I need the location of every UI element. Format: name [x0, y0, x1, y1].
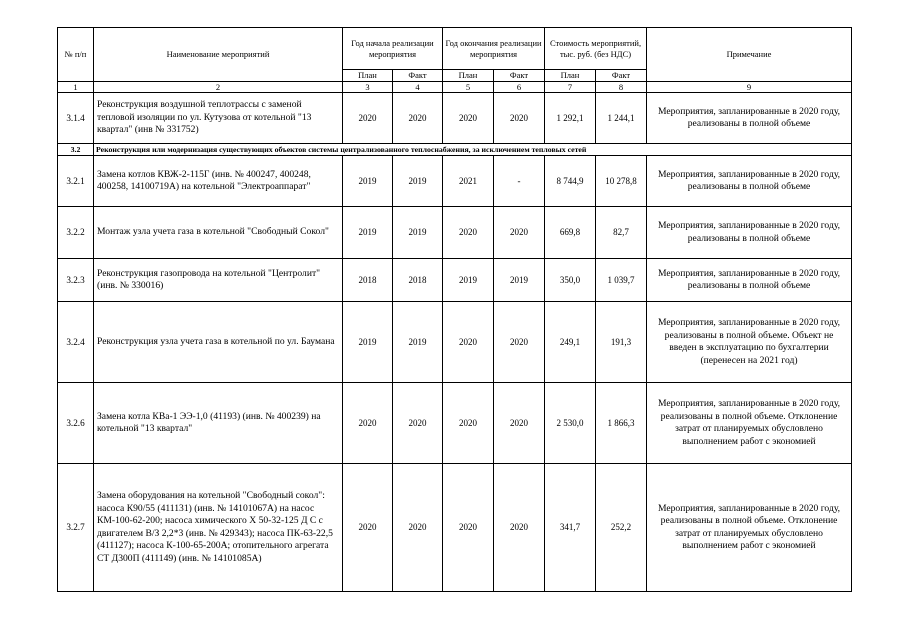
- start-plan: 2020: [343, 464, 393, 592]
- cost-fact: 1 244,1: [596, 93, 647, 144]
- row-number: 3.2.4: [58, 302, 94, 383]
- row-number: 3.2.3: [58, 259, 94, 302]
- column-number: 1: [58, 82, 94, 93]
- cost-plan: 2 530,0: [545, 383, 596, 464]
- table-row: [58, 259, 852, 302]
- start-plan: 2019: [343, 207, 393, 259]
- note: Мероприятия, запланированные в 2020 году, реализованы в полной объеме. Отклонение затрат от планируемых обусловлено выполнением работ с экономией: [647, 383, 852, 464]
- header-end-plan: План: [443, 70, 494, 82]
- column-number: 3: [343, 82, 393, 93]
- cost-plan: 350,0: [545, 259, 596, 302]
- end-plan: 2020: [443, 464, 494, 592]
- end-fact: -: [494, 156, 545, 207]
- header-start-fact: Факт: [393, 70, 443, 82]
- end-fact: 2020: [494, 93, 545, 144]
- header-start-plan: План: [343, 70, 393, 82]
- row-number: 3.2.2: [58, 207, 94, 259]
- cost-fact: 252,2: [596, 464, 647, 592]
- column-number: 2: [94, 82, 343, 93]
- measure-name: Замена котла КВа-1 ЭЭ-1,0 (41193) (инв. № 400239) на котельной "13 квартал": [94, 383, 343, 464]
- start-plan: 2019: [343, 302, 393, 383]
- cost-plan: 1 292,1: [545, 93, 596, 144]
- table-header: [58, 28, 852, 93]
- end-fact: 2020: [494, 464, 545, 592]
- start-fact: 2020: [393, 383, 443, 464]
- end-plan: 2020: [443, 207, 494, 259]
- cost-fact: 10 278,8: [596, 156, 647, 207]
- header-note: Примечание: [647, 28, 852, 82]
- table-row: [58, 207, 852, 259]
- header-start-year: Год начала реализации мероприятия: [343, 28, 443, 70]
- note: Мероприятия, запланированные в 2020 году, реализованы в полной объеме: [647, 259, 852, 302]
- header-num: № п/п: [58, 28, 94, 82]
- end-fact: 2020: [494, 383, 545, 464]
- start-plan: 2018: [343, 259, 393, 302]
- column-number: 9: [647, 82, 852, 93]
- note: Мероприятия, запланированные в 2020 году, реализованы в полной объеме. Объект не введен в эксплуатацию по бухгалтерии (перенесен на 2021 год): [647, 302, 852, 383]
- measure-name: Монтаж узла учета газа в котельной "Свободный Сокол": [94, 207, 343, 259]
- section-number: 3.2: [58, 144, 94, 156]
- start-plan: 2019: [343, 156, 393, 207]
- end-plan: 2020: [443, 93, 494, 144]
- column-number: 4: [393, 82, 443, 93]
- end-fact: 2019: [494, 259, 545, 302]
- cost-plan: 341,7: [545, 464, 596, 592]
- start-fact: 2020: [393, 93, 443, 144]
- measure-name: Замена оборудования на котельной "Свободный сокол": насоса К90/55 (411131) (инв. № 14101067А) на насос КМ-100-62-200; насоса химического Х 50-32-125 Д С с двигателем В/З 2,2*3 (инв. № 429343); насоса ПК-63-22,5 (411127); насоса К-100-65-200А; отопительного агрегата СТ Д300П (411149) (инв. № 14101085А): [94, 464, 343, 592]
- start-fact: 2020: [393, 464, 443, 592]
- cost-plan: 8 744,9: [545, 156, 596, 207]
- cost-fact: 191,3: [596, 302, 647, 383]
- end-plan: 2020: [443, 383, 494, 464]
- column-number: 6: [494, 82, 545, 93]
- start-fact: 2019: [393, 207, 443, 259]
- header-end-fact: Факт: [494, 70, 545, 82]
- header-name: Наименование мероприятий: [94, 28, 343, 82]
- measures-table: [57, 27, 852, 592]
- start-fact: 2018: [393, 259, 443, 302]
- note: Мероприятия, запланированные в 2020 году, реализованы в полной объеме: [647, 156, 852, 207]
- cost-plan: 249,1: [545, 302, 596, 383]
- cost-fact: 1 039,7: [596, 259, 647, 302]
- measure-name: Реконструкция воздушной теплотрассы с заменой тепловой изоляции по ул. Кутузова от котельной "13 квартал" (инв № 331752): [94, 93, 343, 144]
- table-row: [58, 302, 852, 383]
- header-cost-fact: Факт: [596, 70, 647, 82]
- column-number: 7: [545, 82, 596, 93]
- end-fact: 2020: [494, 302, 545, 383]
- note: Мероприятия, запланированные в 2020 году, реализованы в полной объеме: [647, 207, 852, 259]
- cost-plan: 669,8: [545, 207, 596, 259]
- end-fact: 2020: [494, 207, 545, 259]
- row-number: 3.2.1: [58, 156, 94, 207]
- start-plan: 2020: [343, 383, 393, 464]
- start-plan: 2020: [343, 93, 393, 144]
- row-number: 3.2.7: [58, 464, 94, 592]
- column-number-row: [58, 82, 852, 93]
- column-number: 5: [443, 82, 494, 93]
- end-plan: 2019: [443, 259, 494, 302]
- section-title: Реконструкция или модернизация существующих объектов системы централизованного теплоснабжения, за исключением тепловых сетей: [94, 144, 852, 156]
- start-fact: 2019: [393, 156, 443, 207]
- header-cost-plan: План: [545, 70, 596, 82]
- header-cost: Стоимость мероприятий, тыс. руб. (без НДС): [545, 28, 647, 70]
- table-row: [58, 464, 852, 592]
- cost-fact: 82,7: [596, 207, 647, 259]
- column-number: 8: [596, 82, 647, 93]
- note: Мероприятия, запланированные в 2020 году, реализованы в полной объеме. Отклонение затрат от планируемых обусловлено выполнением работ с экономией: [647, 464, 852, 592]
- table-row: [58, 383, 852, 464]
- measure-name: Замена котлов КВЖ-2-115Г (инв. № 400247, 400248, 400258, 14100719А) на котельной "Электроаппарат": [94, 156, 343, 207]
- end-plan: 2021: [443, 156, 494, 207]
- header-end-year: Год окончания реализации мероприятия: [443, 28, 545, 70]
- note: Мероприятия, запланированные в 2020 году, реализованы в полной объеме: [647, 93, 852, 144]
- row-number: 3.1.4: [58, 93, 94, 144]
- cost-fact: 1 866,3: [596, 383, 647, 464]
- table-row: [58, 156, 852, 207]
- section-row: [58, 144, 852, 156]
- row-number: 3.2.6: [58, 383, 94, 464]
- start-fact: 2019: [393, 302, 443, 383]
- measure-name: Реконструкция газопровода на котельной "Центролит" (инв. № 330016): [94, 259, 343, 302]
- measure-name: Реконструкция узла учета газа в котельной по ул. Баумана: [94, 302, 343, 383]
- end-plan: 2020: [443, 302, 494, 383]
- table-body: [58, 93, 852, 592]
- table-row: [58, 93, 852, 144]
